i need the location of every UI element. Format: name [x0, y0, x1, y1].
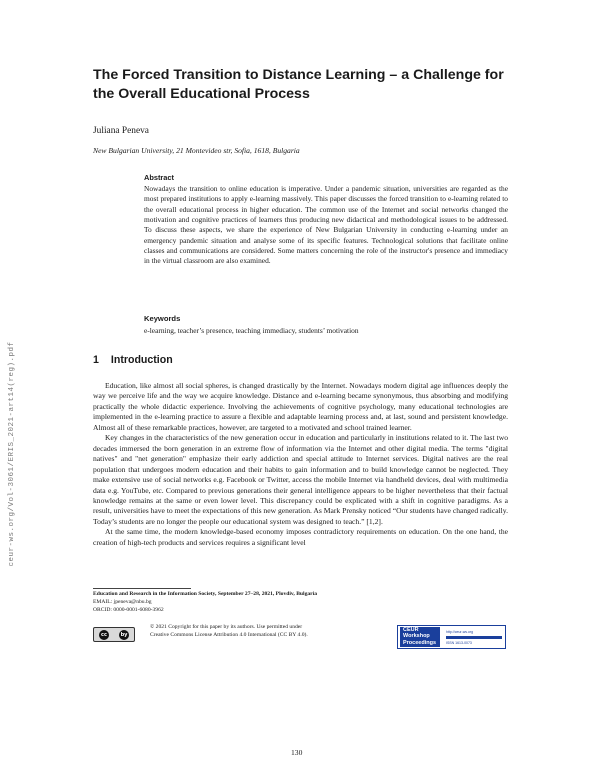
footnote-rule	[93, 588, 191, 589]
paper-title: The Forced Transition to Distance Learning – a Challenge for the Overall Educational Process	[93, 67, 504, 102]
affiliation: New Bulgarian University, 21 Montevideo str, Sofia, 1618, Bulgaria	[93, 146, 300, 155]
paragraph: At the same time, the modern knowledge-based economy imposes contradictory requirements on education. On the one hand, the creation of high-tech products and services requires a significant level	[93, 527, 508, 547]
paragraph: Key changes in the characteristics of the new generation occur in education and particularly in institutions related to it. The last two decades immersed the born generation in an extreme flow of information via the Internet and other digital media. The terms "digital natives" and "net generation" emphasize their early addiction and special attitude to Internet services. Digital natives are the real population that undergoes modern education and their habits to gain information and to build knowledge cannot be neglected. They make extensive use of social networks e.g. Facebook or Twitter, access the mobile Internet via handheld devices, deal with multimedia data e.g. YouTube, etc. Compared to previous generations their general intelligence appears to be higher nevertheless that their factual knowledge remains at the same or even lower level. This discrepancy could be explicated with a shift in cognitive paradigms. As a result, universities have to meet the expectations of this new generation. As Mark Prensky noticed “Our students have changed radically. Today’s students are no longer the people our educational system was designed to teach.” [1,2].	[93, 433, 508, 526]
footer-conference: Education and Research in the Information Society, September 27–28, 2021, Plovdiv, Bulgaria	[93, 591, 318, 597]
abstract-text: Nowadays the transition to online education is imperative. Under a pandemic situation, universities are regarded as the most prepared institutions to apply e-learning massively. This paper discusses the forced transition to e-learning related to the overall educational process in higher education. The common use of the Internet and social networks changed the motivation and cognitive practices of learners thus producing new didactical and methodological issues to be addressed. To discuss these aspects, we share the experience of New Bulgarian University in conducting e-learning under an emergency pandemic situation and analyse some of its specific features. Technological solutions that facilitate online classes and communications are considered. Some matters concerning the role of the instructor's presence and immediacy in the virtual classroom are also examined.	[144, 184, 508, 266]
ceur-url: http://ceur-ws.org	[446, 630, 474, 634]
body-text	[93, 381, 508, 548]
section-heading	[93, 354, 173, 366]
footer-email: EMAIL: jpeneva@nbu.bg	[93, 599, 152, 605]
keywords-heading: Keywords	[144, 314, 181, 323]
section-number: 1	[93, 354, 99, 366]
paragraph: Education, like almost all social spheres, is changed drastically by the Internet. Nowadays modern digital age influences deeply the way we perceive life and the way we acquire knowledge. Distance and e-learning became synonymous, thus absorbing and modifying practically the whole didactic experience. Involving the achievements of cognitive psychology, many educational technologies are implemented in the e-learning practice to assure a flexible and adaptable learning process and, at last, sound and persistent knowledge. Almost all of these remarkable practices, however, are targeted to a motivated and school trained learner.	[93, 381, 508, 432]
ceur-logo	[397, 625, 506, 649]
footer-orcid: ORCID: 0000-0001-6080-3962	[93, 607, 164, 613]
ceur-divider	[446, 636, 502, 639]
author-name: Juliana Peneva	[93, 126, 149, 136]
ceur-label: CEUR Workshop Proceedings	[400, 627, 440, 647]
page-number: 130	[291, 748, 303, 757]
cc-license-badge	[93, 627, 135, 642]
by-icon: by	[120, 631, 128, 638]
side-stamp-text: ceur-ws.org/Vol-3061/ERIS_2021-art14(reg).pdf	[8, 341, 16, 567]
abstract-heading: Abstract	[144, 173, 174, 182]
keywords-text: e-learning, teacher’s presence, teaching immediacy, students’ motivation	[144, 326, 359, 335]
side-stamp	[4, 337, 20, 572]
ceur-issn: ISSN 1613-0073	[446, 641, 472, 645]
cc-icon: cc	[99, 630, 109, 640]
section-title: Introduction	[110, 354, 173, 366]
license-text: © 2021 Copyright for this paper by its authors. Use permitted under Creative Commons License Attribution 4.0 International (CC BY 4.0).	[150, 624, 308, 638]
